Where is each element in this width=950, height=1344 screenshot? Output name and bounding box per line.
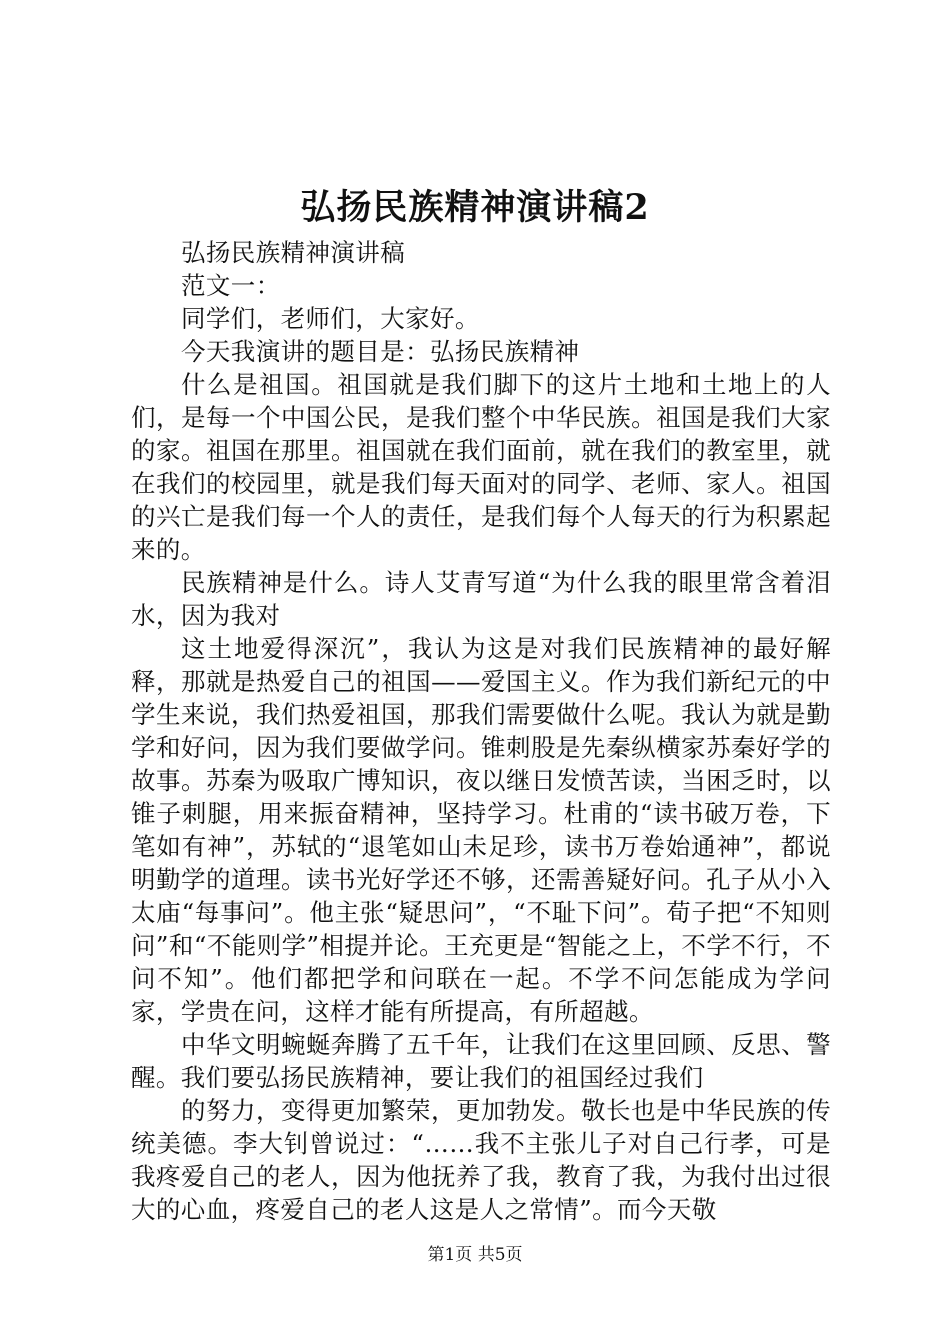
paragraph-greeting: 同学们，老师们，大家好。 bbox=[181, 304, 480, 333]
paragraph-topic: 今天我演讲的题目是：弘扬民族精神 bbox=[181, 337, 580, 366]
paragraph-motherland: 什么是祖国。祖国就是我们脚下的这片土地和土地上的人们，是每一个中国公民，是我们整个中华民族。祖国是我们大家的家。祖国在那里。祖国就在我们面前，就在我们的教室里，就在我们的校园里，就是我们每天面对的同学、老师、家人。祖国的兴亡是我们每一个人的责任，是我们每个人每天的行为积累起来的。 bbox=[131, 370, 831, 564]
paragraph-civilization: 中华文明蜿蜒奔腾了五千年，让我们在这里回顾、反思、警醒。我们要弘扬民族精神，要让我们的祖国经过我们 bbox=[131, 1030, 831, 1092]
document-title: 弘扬民族精神演讲稿2 bbox=[300, 187, 650, 228]
document-body bbox=[131, 236, 831, 1226]
paragraph-diligent-study: 这土地爱得深沉”，我认为这是对我们民族精神的最好解释，那就是热爱自己的祖国——爱国主义。作为我们新纪元的中学生来说，我们热爱祖国，那我们需要做什么呢。我认为就是勤学和好问，因为我们要做学问。锥刺股是先秦纵横家苏秦好学的故事。苏秦为吸取广博知识，夜以继日发愤苦读，当困乏时，以锥子刺腿，用来振奋精神，坚持学习。杜甫的“读书破万卷，下笔如有神”，苏轼的“退笔如山未足珍，读书万卷始通神”，都说明勤学的道理。读书光好学还不够，还需善疑好问。孔子从小入太庙“每事问”。他主张“疑思问”，“不耻下问”。荀子把“不知则问”和“不能则学”相提并论。王充更是“智能之上，不学不行，不问不知”。他们都把学和问联在一起。不学不问怎能成为学问家，学贵在问，这样才能有所提高，有所超越。 bbox=[131, 634, 831, 1026]
paragraph-national-spirit: 民族精神是什么。诗人艾青写道“为什么我的眼里常含着泪水，因为我对 bbox=[131, 568, 831, 630]
paragraph-respect-elders: 的努力，变得更加繁荣，更加勃发。敬长也是中华民族的传统美德。李大钊曾说过：“……我不主张儿子对自己行孝，可是我疼爱自己的老人，因为他抚养了我，教育了我，为我付出过很大的心血，疼爱自己的老人这是人之常情”。而今天敬 bbox=[131, 1096, 831, 1224]
paragraph-example-label: 范文一： bbox=[181, 271, 281, 300]
page-footer: 第1页 共5页 bbox=[427, 1245, 523, 1265]
paragraph-subtitle: 弘扬民族精神演讲稿 bbox=[181, 238, 406, 267]
